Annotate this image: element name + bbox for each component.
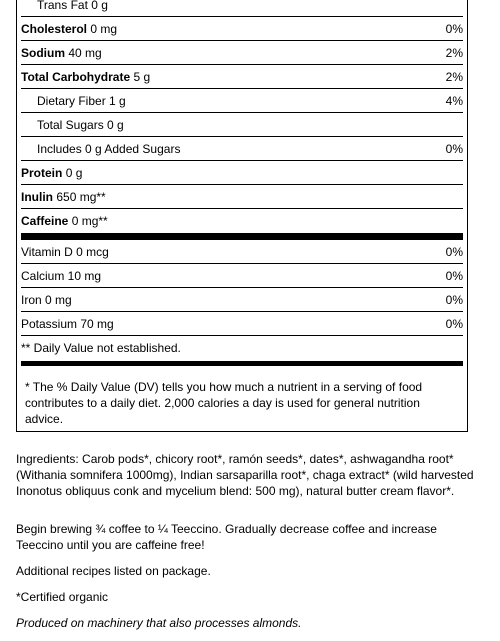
sodium-dv: 2% xyxy=(445,45,463,60)
sodium-row xyxy=(21,41,463,65)
medium-divider xyxy=(21,361,463,366)
trans-fat-row xyxy=(21,0,463,17)
fiber-dv: 4% xyxy=(445,93,463,108)
sodium-label: Sodium xyxy=(21,45,65,60)
total-sugars-row xyxy=(21,113,463,137)
inulin-label: Inulin xyxy=(21,189,53,204)
cholesterol-amount: 0 mg xyxy=(90,21,118,36)
calcium-dv: 0% xyxy=(445,268,463,283)
total-carb-label: Total Carbohydrate xyxy=(21,69,131,84)
potassium-row xyxy=(21,312,463,336)
fiber-amount: 1 g xyxy=(109,93,126,108)
protein-label: Protein xyxy=(21,165,63,180)
brewing-instructions: Begin brewing ¾ coffee to ¼ Teeccino. Gradually decrease coffee and increase Teeccino until you are caffeine free! xyxy=(16,522,437,552)
inulin-amount: 650 mg** xyxy=(56,189,106,204)
allergen-note: Produced on machinery that also processes almonds. xyxy=(16,616,302,630)
sodium-amount: 40 mg xyxy=(68,45,102,60)
total-carb-amount: 5 g xyxy=(133,69,151,84)
caffeine-row xyxy=(21,209,463,232)
inulin-row xyxy=(21,185,463,209)
total-sugars-amount: 0 g xyxy=(107,117,124,132)
vitamin-d-dv: 0% xyxy=(445,244,463,259)
protein-amount: 0 g xyxy=(65,165,83,180)
cholesterol-dv: 0% xyxy=(445,21,463,36)
not-established-note: ** Daily Value not established. xyxy=(21,340,181,355)
fiber-label: Dietary Fiber xyxy=(37,93,106,108)
ingredients-text: Ingredients: Carob pods*, chicory root*, ramón seeds*, dates*, ashwagandha root* (Withania somnifera 1000mg), Indian sarsaparilla root*, chaga extract* (wild harvested Inonotus obliquus conk and mycelium blend: 500 mg), natural butter cream flavor*. xyxy=(16,452,474,498)
nutrition-facts-panel xyxy=(16,0,468,432)
potassium-label: Potassium 70 mg xyxy=(21,316,114,331)
cholesterol-row xyxy=(21,17,463,41)
not-established-row xyxy=(21,336,463,359)
caffeine-amount: 0 mg** xyxy=(71,213,108,228)
trans-fat-label: Trans Fat xyxy=(37,0,88,12)
trans-fat-amount: 0 g xyxy=(91,0,108,12)
calcium-label: Calcium 10 mg xyxy=(21,268,102,283)
organic-note: *Certified organic xyxy=(16,590,109,604)
thick-divider xyxy=(21,233,463,240)
iron-row xyxy=(21,288,463,312)
iron-dv: 0% xyxy=(445,292,463,307)
added-sugars-label: Includes 0 g Added Sugars xyxy=(37,141,181,156)
total-carb-dv: 2% xyxy=(445,69,463,84)
vitamin-d-label: Vitamin D 0 mcg xyxy=(21,244,109,259)
calcium-row xyxy=(21,264,463,288)
vitamin-d-row xyxy=(21,240,463,264)
fiber-row xyxy=(21,89,463,113)
cholesterol-label: Cholesterol xyxy=(21,21,88,36)
potassium-dv: 0% xyxy=(445,316,463,331)
caffeine-label: Caffeine xyxy=(21,213,69,228)
recipes-note: Additional recipes listed on package. xyxy=(16,564,211,578)
protein-row xyxy=(21,161,463,185)
dv-footnote: * The % Daily Value (DV) tells you how much a nutrient in a serving of food contributes to a daily diet. 2,000 calories a day is used for general nutrition advice. xyxy=(25,380,423,426)
total-carb-row xyxy=(21,65,463,89)
added-sugars-dv: 0% xyxy=(445,141,463,156)
added-sugars-row xyxy=(21,137,463,161)
total-sugars-label: Total Sugars xyxy=(37,117,104,132)
iron-label: Iron 0 mg xyxy=(21,292,72,307)
